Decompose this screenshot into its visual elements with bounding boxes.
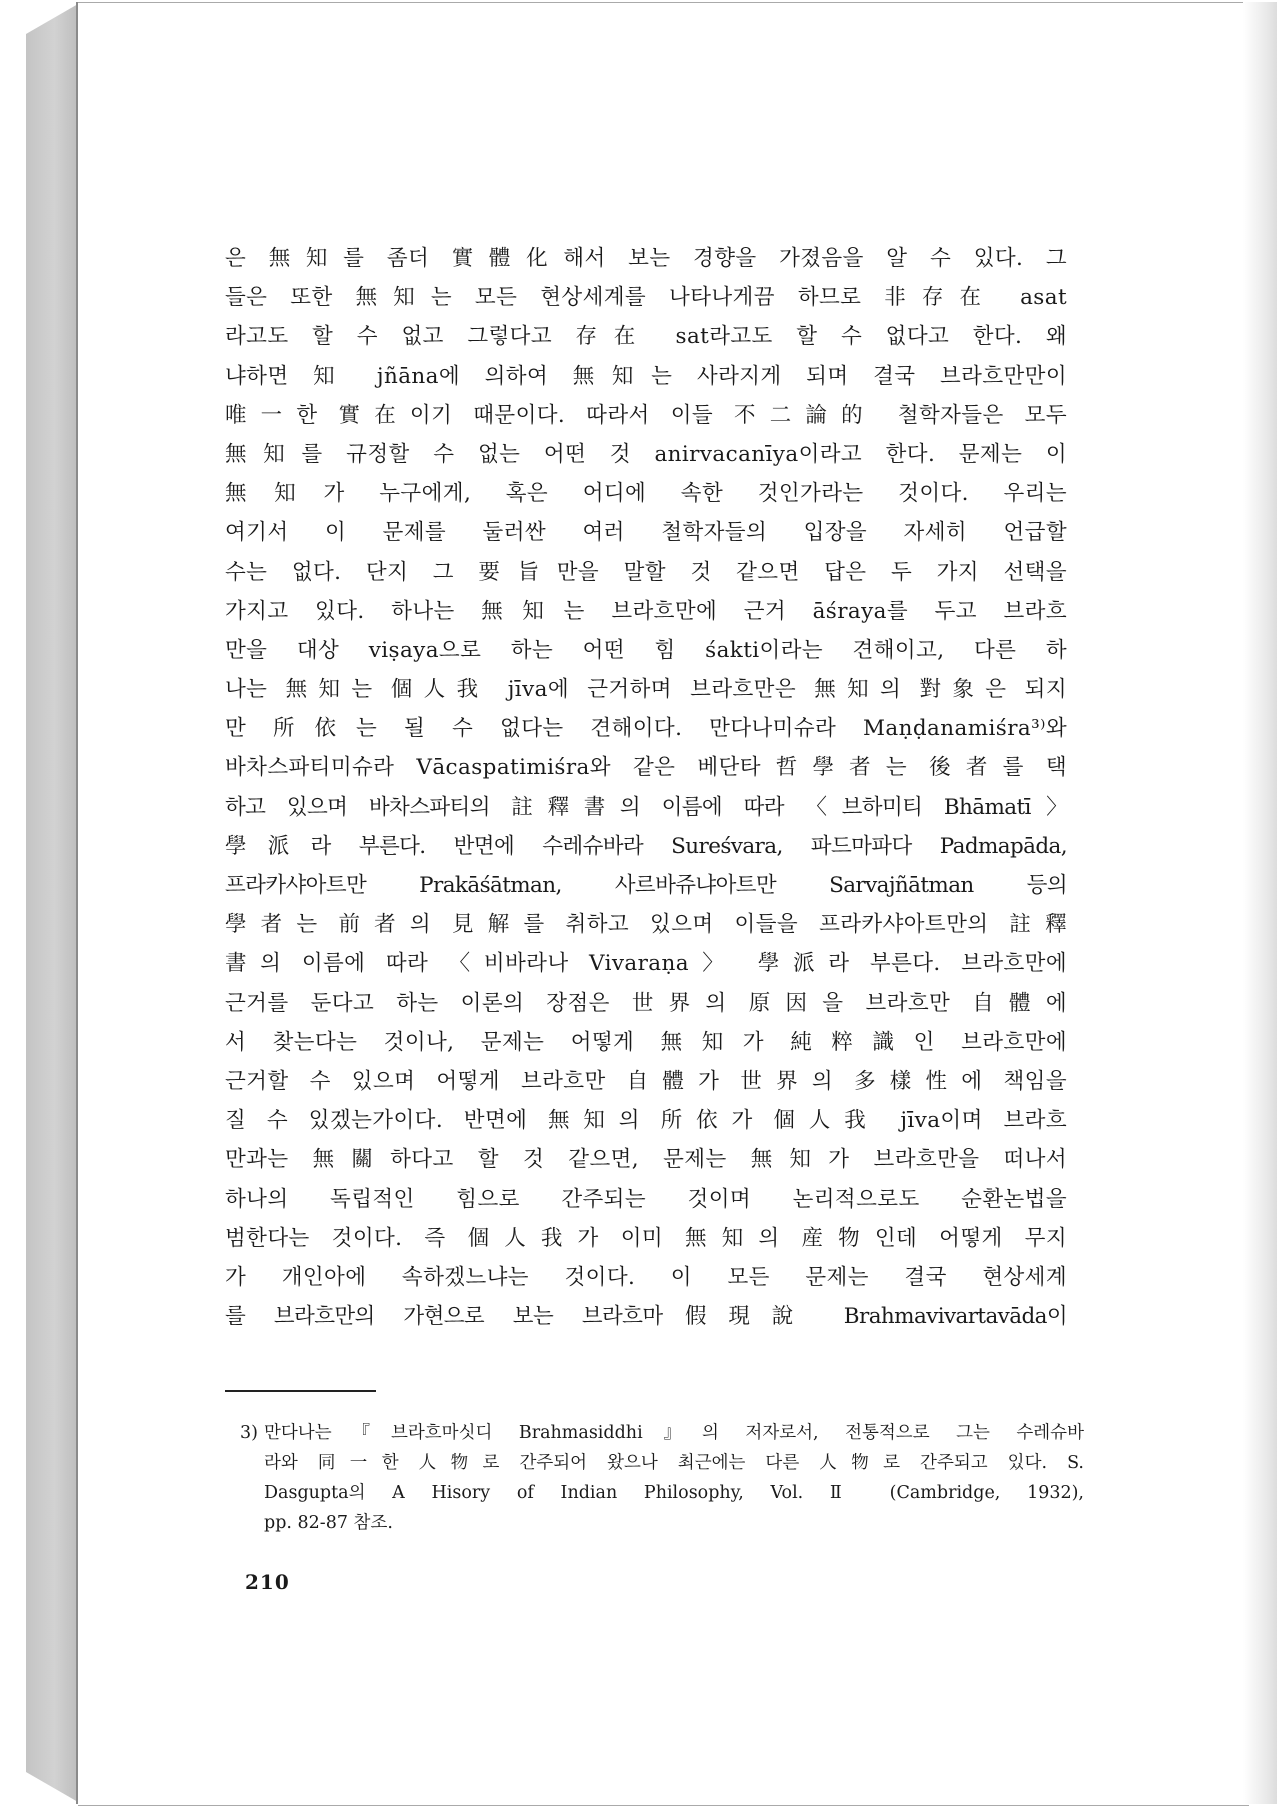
- footnote: [240, 1418, 1084, 1538]
- text-line: 가지고 있다. 하나는 無知는 브라흐만에 근거 āśraya를 두고 브라흐: [225, 598, 1067, 624]
- body-text: [225, 239, 1067, 1336]
- text-line: 學派라 부른다. 반면에 수레슈바라 Sureśvara, 파드마파다 Padmapāda,: [225, 833, 1067, 859]
- footnote-line: pp. 82-87 참조.: [264, 1513, 393, 1533]
- text-line: 근거를 둔다고 하는 이론의 장점은 世界의 原因을 브라흐만 自體에: [225, 990, 1067, 1016]
- text-line: 하고 있으며 바차스파티의 註釋書의 이름에 따라 〈브하미티 Bhāmatī〉: [225, 794, 1067, 820]
- text-line: 나는 無知는 個人我 jīva에 근거하며 브라흐만은 無知의 對象은 되지: [225, 677, 1067, 703]
- text-line: 學者는 前者의 見解를 취하고 있으며 이들을 프라카샤아트만의 註釋: [225, 912, 1067, 938]
- text-line: 만과는 無關하다고 할 것 같으면, 문제는 無知가 브라흐만을 떠나서: [225, 1147, 1067, 1173]
- text-line: 근거할 수 있으며 어떻게 브라흐만 自體가 世界의 多樣性에 책임을: [225, 1068, 1067, 1094]
- text-line: 바차스파티미슈라 Vācaspatimiśra와 같은 베단타哲學者는 後者를 택: [225, 755, 1067, 781]
- text-line: 프라카샤아트만 Prakāśātman, 사르바쥬냐아트만 Sarvajñātman 등의: [225, 873, 1067, 898]
- text-line: 수는 없다. 단지 그 要旨만을 말할 것 같으면 답은 두 가지 선택을: [225, 559, 1067, 585]
- text-line: 가 개인아에 속하겠느냐는 것이다. 이 모든 문제는 결국 현상세계: [225, 1264, 1067, 1290]
- text-line: 하나의 독립적인 힘으로 간주되는 것이며 논리적으로도 순환논법을: [225, 1186, 1067, 1212]
- text-line: 無知가 누구에게, 혹은 어디에 속한 것인가라는 것이다. 우리는: [225, 481, 1067, 507]
- text-line: 라고도 할 수 없고 그렇다고 存在 sat라고도 할 수 없다고 한다. 왜: [225, 324, 1067, 350]
- text-line: 를 브라흐만의 가현으로 보는 브라흐마假現說 Brahmavivartavāda이: [225, 1304, 1067, 1330]
- text-line: 여기서 이 문제를 둘러싼 여러 철학자들의 입장을 자세히 언급할: [225, 520, 1067, 546]
- text-line: 질 수 있겠는가이다. 반면에 無知의 所依가 個人我 jīva이며 브라흐: [225, 1108, 1067, 1134]
- footnote-line: 만다나는『브라흐마싯디 Brahmasiddhi』의 저자로서, 전통적으로 그는 수레슈바: [264, 1423, 1084, 1443]
- text-line: 들은 또한 無知는 모든 현상세계를 나타나게끔 하므로 非存在 asat: [225, 285, 1067, 311]
- page-edge-shade: [1243, 2, 1277, 1804]
- footnote-line: 라와 同一한 人物로 간주되어 왔으나 최근에는 다른 人物로 간주되고 있다. S.: [264, 1453, 1084, 1473]
- text-line: 書의 이름에 따라 〈비바라나 Vivaraṇa〉 學派라 부른다. 브라흐만에: [225, 951, 1067, 977]
- footnote-line: Dasgupta의 A Hisory of Indian Philosophy, Vol. Ⅱ (Cambridge, 1932),: [264, 1483, 1084, 1503]
- book-spine: [26, 4, 78, 1802]
- text-line: 唯一한 實在이기 때문이다. 따라서 이들 不二論的 철학자들은 모두: [225, 402, 1067, 428]
- footnote-number: 3): [240, 1423, 258, 1443]
- page-number: 210: [245, 1570, 290, 1594]
- text-line: 만 所依는 될 수 없다는 견해이다. 만다나미슈라 Maṇḍanamiśra³⁾와: [225, 716, 1067, 742]
- text-line: 無知를 규정할 수 없는 어떤 것 anirvacanīya이라고 한다. 문제는 이: [225, 441, 1067, 467]
- footnote-rule: [225, 1390, 376, 1392]
- text-line: 범한다는 것이다. 즉 個人我가 이미 無知의 産物인데 어떻게 무지: [225, 1225, 1067, 1251]
- text-line: 냐하면 知 jñāna에 의하여 無知는 사라지게 되며 결국 브라흐만만이: [225, 363, 1067, 389]
- text-line: 만을 대상 viṣaya으로 하는 어떤 힘 śakti이라는 견해이고, 다른 하: [225, 637, 1067, 663]
- text-line: 서 찾는다는 것이나, 문제는 어떻게 無知가 純粹識인 브라흐만에: [225, 1029, 1067, 1055]
- text-line: 은 無知를 좀더 實體化해서 보는 경향을 가졌음을 알 수 있다. 그: [225, 246, 1067, 271]
